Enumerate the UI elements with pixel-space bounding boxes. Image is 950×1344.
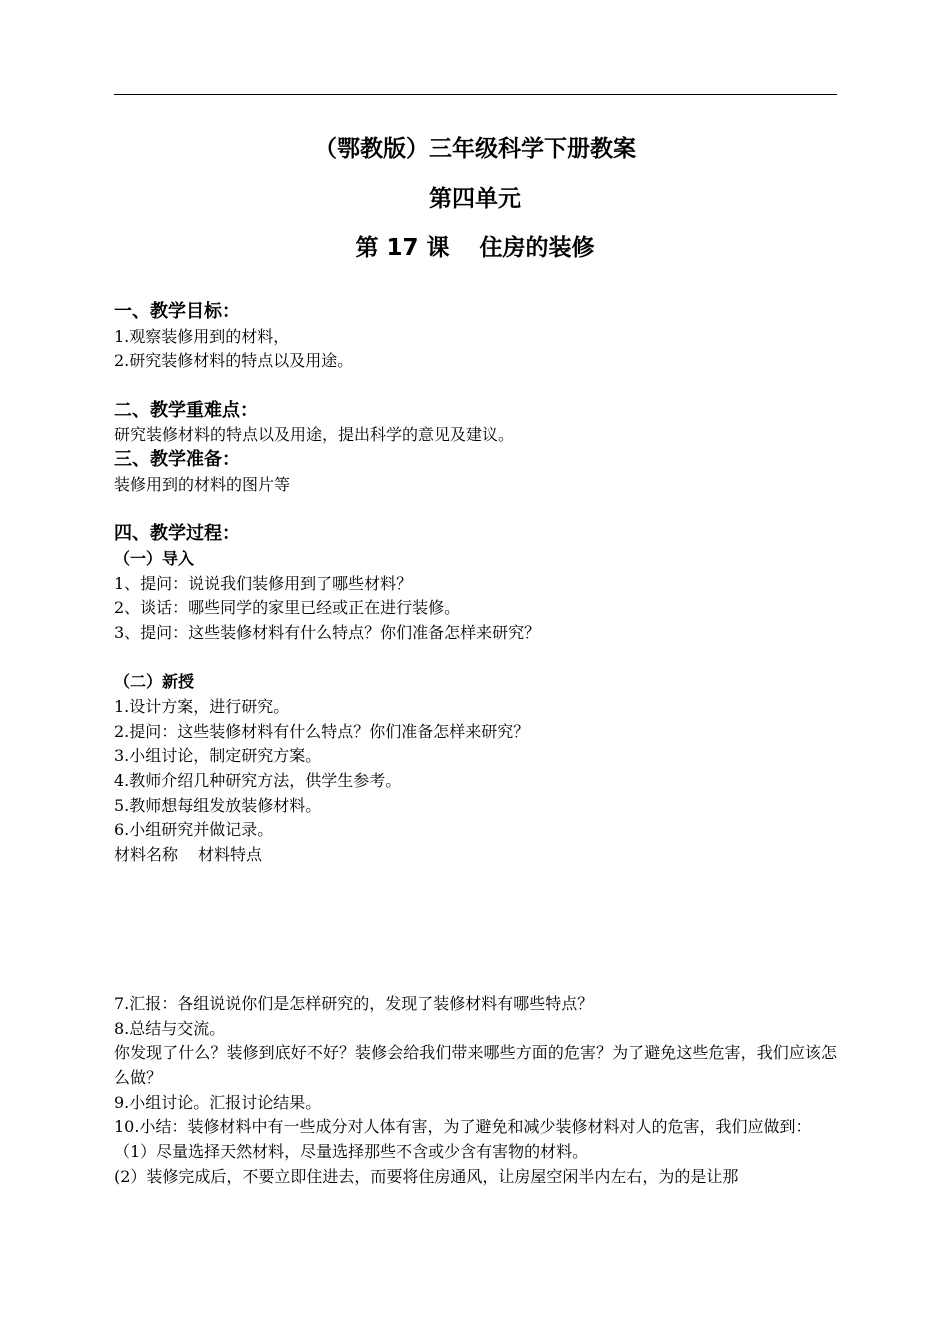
new-lesson-item: 5.教师想每组发放装修材料。 xyxy=(114,795,322,815)
summary-point: （1）尽量选择天然材料，尽量选择那些不含或少含有害物的材料。 xyxy=(114,1141,589,1161)
unit-title: 第四单元 xyxy=(429,186,521,212)
table-column-material-features: 材料特点 xyxy=(198,845,263,865)
new-lesson-item: 2.提问：这些装修材料有什么特点？你们准备怎样来研究？ xyxy=(114,721,530,741)
header-rule xyxy=(114,94,837,95)
intro-item: 1、提问：说说我们装修用到了哪些材料？ xyxy=(114,573,413,593)
lesson-name: 住房的装修 xyxy=(479,235,595,261)
new-lesson-item: 3.小组讨论，制定研究方案。 xyxy=(114,746,322,766)
process-item: 8.总结与交流。 xyxy=(114,1018,226,1038)
summary-paragraph: 10.小结：装修材料中有一些成分对人体有害，为了避免和减少装修材料对人的危害，我们应做到： xyxy=(114,1117,812,1137)
preparation-text: 装修用到的材料的图片等 xyxy=(114,474,291,494)
lesson-number: 第 17 课 xyxy=(355,235,450,261)
process-item: 7.汇报：各组说说你们是怎样研究的，发现了装修材料有哪些特点？ xyxy=(114,993,594,1013)
section-preparation-heading: 三、教学准备： xyxy=(114,449,240,471)
table-column-material-name: 材料名称 xyxy=(114,845,179,865)
document-title: （鄂教版）三年级科学下册教案 xyxy=(314,136,636,162)
section-key-points-heading: 二、教学重难点： xyxy=(114,399,258,421)
intro-item: 2、谈话：哪些同学的家里已经或正在进行装修。 xyxy=(114,598,461,618)
summary-point: (2）装修完成后，不要立即住进去，而要将住房通风，让房屋空闲半内左右，为的是让那 xyxy=(114,1166,739,1186)
new-lesson-item: 4.教师介绍几种研究方法，供学生参考。 xyxy=(114,771,402,791)
new-lesson-item: 6.小组研究并做记录。 xyxy=(114,820,274,840)
section-process-heading: 四、教学过程： xyxy=(114,523,240,545)
new-lesson-item: 1.设计方案，进行研究。 xyxy=(114,697,290,716)
record-table-header xyxy=(114,843,837,868)
lesson-title xyxy=(0,233,950,263)
objective-item: 2.研究装修材料的特点以及用途。 xyxy=(114,351,354,371)
objective-item: 1.观察装修用到的材料， xyxy=(114,326,290,346)
intro-heading: （一）导入 xyxy=(114,548,195,568)
record-table-space xyxy=(114,868,837,992)
process-item: 9.小组讨论。汇报讨论结果。 xyxy=(114,1092,322,1112)
document-body xyxy=(114,300,837,1189)
intro-item: 3、提问：这些装修材料有什么特点？你们准备怎样来研究？ xyxy=(114,622,541,642)
key-points-text: 研究装修材料的特点以及用途，提出科学的意见及建议。 xyxy=(114,425,515,445)
new-lesson-heading: （二）新授 xyxy=(114,672,195,692)
process-paragraph: 你发现了什么？装修到底好不好？装修会给我们带来哪些方面的危害？为了避免这些危害，我们应该怎么做？ xyxy=(114,1043,837,1087)
section-objectives-heading: 一、教学目标： xyxy=(114,301,240,322)
